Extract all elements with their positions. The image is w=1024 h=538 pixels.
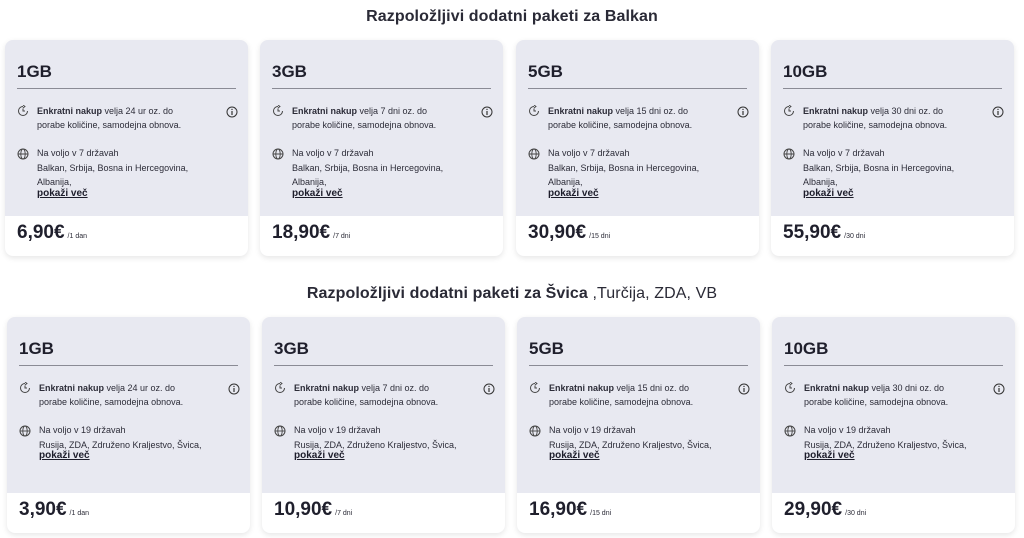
show-more-link[interactable]: pokaži več bbox=[37, 188, 88, 199]
validity-text: velja 7 dni oz. do bbox=[357, 106, 428, 116]
globe-icon bbox=[274, 425, 286, 437]
package-card-1gb[interactable] bbox=[5, 40, 248, 256]
info-icon[interactable] bbox=[483, 383, 495, 395]
price bbox=[528, 222, 610, 244]
price bbox=[529, 499, 611, 521]
section-title-balkan bbox=[0, 8, 1024, 26]
show-more-link[interactable]: pokaži več bbox=[548, 188, 599, 199]
section-title-svica bbox=[0, 285, 1024, 303]
validity-line-2: porabe količine, samodejna obnova. bbox=[39, 397, 184, 407]
availability-text: Na voljo v 7 državah bbox=[548, 148, 630, 158]
validity-line-2: porabe količine, samodejna obnova. bbox=[549, 397, 694, 407]
section-title-text: Razpoložljivi dodatni paketi za Švica bbox=[306, 285, 588, 302]
card-divider bbox=[274, 365, 493, 366]
info-icon[interactable] bbox=[228, 383, 240, 395]
show-more-link[interactable]: pokaži več bbox=[39, 450, 90, 461]
globe-icon bbox=[17, 148, 29, 160]
section-title-extra: ,Turčija, ZDA, VB bbox=[587, 285, 718, 302]
validity-line-2: porabe količine, samodejna obnova. bbox=[804, 397, 949, 407]
info-icon[interactable] bbox=[226, 106, 238, 118]
package-card-1gb[interactable] bbox=[7, 317, 250, 533]
price-value: 30,90€ bbox=[528, 222, 587, 243]
validity-bold: Enkratni nakup bbox=[548, 106, 614, 116]
availability-text: Na voljo v 7 državah bbox=[292, 148, 374, 158]
show-more-link[interactable]: pokaži več bbox=[803, 188, 854, 199]
price-value: 18,90€ bbox=[272, 222, 331, 243]
price bbox=[783, 222, 865, 244]
validity-bold: Enkratni nakup bbox=[294, 383, 360, 393]
validity-text: velja 7 dni oz. do bbox=[359, 383, 430, 393]
availability-text: Na voljo v 7 državah bbox=[37, 148, 119, 158]
price-value: 6,90€ bbox=[17, 222, 65, 243]
price-box bbox=[516, 216, 759, 256]
countries-line-1: Balkan, Srbija, Bosna in Hercegovina, bbox=[803, 163, 955, 173]
globe-icon bbox=[528, 148, 540, 160]
package-size: 5GB bbox=[528, 62, 563, 81]
show-more-link[interactable]: pokaži več bbox=[804, 450, 855, 461]
package-size: 5GB bbox=[529, 339, 564, 358]
package-size: 1GB bbox=[19, 339, 54, 358]
validity-text: velja 24 ur oz. do bbox=[104, 383, 176, 393]
info-icon[interactable] bbox=[738, 383, 750, 395]
countries-line-1: Rusija, ZDA, Združeno Kraljestvo, Švica, bbox=[294, 440, 457, 450]
availability-text: Na voljo v 19 državah bbox=[549, 425, 636, 435]
validity-line bbox=[549, 381, 736, 395]
validity-line-2: porabe količine, samodejna obnova. bbox=[292, 120, 437, 130]
validity-line bbox=[804, 381, 991, 395]
price-value: 10,90€ bbox=[274, 499, 333, 520]
availability-text: Na voljo v 19 državah bbox=[804, 425, 891, 435]
clock-refresh-icon bbox=[274, 382, 286, 394]
package-card-10gb[interactable] bbox=[772, 317, 1015, 533]
availability-text: Na voljo v 19 državah bbox=[294, 425, 381, 435]
clock-refresh-icon bbox=[528, 105, 540, 117]
validity-bold: Enkratni nakup bbox=[39, 383, 105, 393]
clock-refresh-icon bbox=[272, 105, 284, 117]
price-box bbox=[7, 493, 250, 533]
validity-text: velja 30 dni oz. do bbox=[869, 383, 945, 393]
card-divider bbox=[19, 365, 238, 366]
show-more-link[interactable]: pokaži več bbox=[292, 188, 343, 199]
clock-refresh-icon bbox=[783, 105, 795, 117]
availability-text: Na voljo v 19 državah bbox=[39, 425, 126, 435]
availability-text: Na voljo v 7 državah bbox=[803, 148, 885, 158]
validity-line bbox=[294, 381, 481, 395]
card-divider bbox=[529, 365, 748, 366]
globe-icon bbox=[19, 425, 31, 437]
info-icon[interactable] bbox=[992, 106, 1004, 118]
package-card-5gb[interactable] bbox=[516, 40, 759, 256]
countries-line-2: Albanija, bbox=[548, 177, 583, 187]
show-more-link[interactable]: pokaži več bbox=[294, 450, 345, 461]
globe-icon bbox=[272, 148, 284, 160]
countries-line-2: Albanija, bbox=[292, 177, 327, 187]
validity-line bbox=[548, 104, 735, 118]
package-size: 10GB bbox=[783, 62, 828, 81]
info-icon[interactable] bbox=[993, 383, 1005, 395]
section-title-text: Razpoložljivi dodatni paketi za Balkan bbox=[366, 8, 658, 25]
price bbox=[19, 499, 89, 521]
globe-icon bbox=[783, 148, 795, 160]
validity-line-2: porabe količine, samodejna obnova. bbox=[294, 397, 439, 407]
package-size: 3GB bbox=[272, 62, 307, 81]
validity-bold: Enkratni nakup bbox=[803, 106, 869, 116]
package-size: 3GB bbox=[274, 339, 309, 358]
package-row-balkan bbox=[0, 40, 1024, 256]
price-value: 3,90€ bbox=[19, 499, 67, 520]
clock-refresh-icon bbox=[784, 382, 796, 394]
validity-line bbox=[37, 104, 224, 118]
package-size: 1GB bbox=[17, 62, 52, 81]
price-box bbox=[260, 216, 503, 256]
validity-bold: Enkratni nakup bbox=[549, 383, 615, 393]
validity-line bbox=[803, 104, 990, 118]
card-divider bbox=[17, 88, 236, 89]
package-row-svica bbox=[0, 317, 1024, 533]
card-divider bbox=[784, 365, 1003, 366]
package-card-3gb[interactable] bbox=[260, 40, 503, 256]
price-period: /30 dni bbox=[845, 510, 867, 517]
countries-line-1: Rusija, ZDA, Združeno Kraljestvo, Švica, bbox=[804, 440, 967, 450]
validity-line bbox=[39, 381, 226, 395]
countries-line-1: Balkan, Srbija, Bosna in Hercegovina, bbox=[37, 163, 189, 173]
globe-icon bbox=[529, 425, 541, 437]
clock-refresh-icon bbox=[17, 105, 29, 117]
price-period: /1 dan bbox=[69, 510, 90, 517]
card-divider bbox=[783, 88, 1002, 89]
validity-text: velja 15 dni oz. do bbox=[614, 383, 690, 393]
clock-refresh-icon bbox=[19, 382, 31, 394]
package-card-10gb[interactable] bbox=[771, 40, 1014, 256]
package-card-3gb[interactable] bbox=[262, 317, 505, 533]
info-icon[interactable] bbox=[481, 106, 493, 118]
price-value: 55,90€ bbox=[783, 222, 842, 243]
price-box bbox=[772, 493, 1015, 533]
validity-line-2: porabe količine, samodejna obnova. bbox=[548, 120, 693, 130]
price-period: /15 dni bbox=[590, 510, 612, 517]
validity-text: velja 30 dni oz. do bbox=[868, 106, 944, 116]
price bbox=[272, 222, 350, 244]
price-box bbox=[771, 216, 1014, 256]
info-icon[interactable] bbox=[737, 106, 749, 118]
card-divider bbox=[528, 88, 747, 89]
countries-line-2: Albanija, bbox=[37, 177, 72, 187]
validity-bold: Enkratni nakup bbox=[37, 106, 103, 116]
price-value: 16,90€ bbox=[529, 499, 588, 520]
price-period: /1 dan bbox=[67, 233, 88, 240]
price bbox=[784, 499, 866, 521]
countries-line-1: Rusija, ZDA, Združeno Kraljestvo, Švica, bbox=[549, 440, 712, 450]
package-card-5gb[interactable] bbox=[517, 317, 760, 533]
validity-line bbox=[292, 104, 479, 118]
package-size: 10GB bbox=[784, 339, 829, 358]
globe-icon bbox=[784, 425, 796, 437]
validity-bold: Enkratni nakup bbox=[804, 383, 870, 393]
price-period: /30 dni bbox=[844, 233, 866, 240]
price-box bbox=[262, 493, 505, 533]
validity-text: velja 24 ur oz. do bbox=[102, 106, 174, 116]
countries-line-1: Balkan, Srbija, Bosna in Hercegovina, bbox=[548, 163, 700, 173]
countries-line-1: Balkan, Srbija, Bosna in Hercegovina, bbox=[292, 163, 444, 173]
price bbox=[17, 222, 87, 244]
price bbox=[274, 499, 352, 521]
countries-line-2: Albanija, bbox=[803, 177, 838, 187]
price-box bbox=[517, 493, 760, 533]
card-divider bbox=[272, 88, 491, 89]
price-period: /7 dni bbox=[333, 233, 351, 240]
countries-line-1: Rusija, ZDA, Združeno Kraljestvo, Švica, bbox=[39, 440, 202, 450]
price-value: 29,90€ bbox=[784, 499, 843, 520]
validity-bold: Enkratni nakup bbox=[292, 106, 358, 116]
price-period: /15 dni bbox=[589, 233, 611, 240]
clock-refresh-icon bbox=[529, 382, 541, 394]
price-box bbox=[5, 216, 248, 256]
validity-line-2: porabe količine, samodejna obnova. bbox=[803, 120, 948, 130]
price-period: /7 dni bbox=[335, 510, 353, 517]
validity-text: velja 15 dni oz. do bbox=[613, 106, 689, 116]
show-more-link[interactable]: pokaži več bbox=[549, 450, 600, 461]
validity-line-2: porabe količine, samodejna obnova. bbox=[37, 120, 182, 130]
